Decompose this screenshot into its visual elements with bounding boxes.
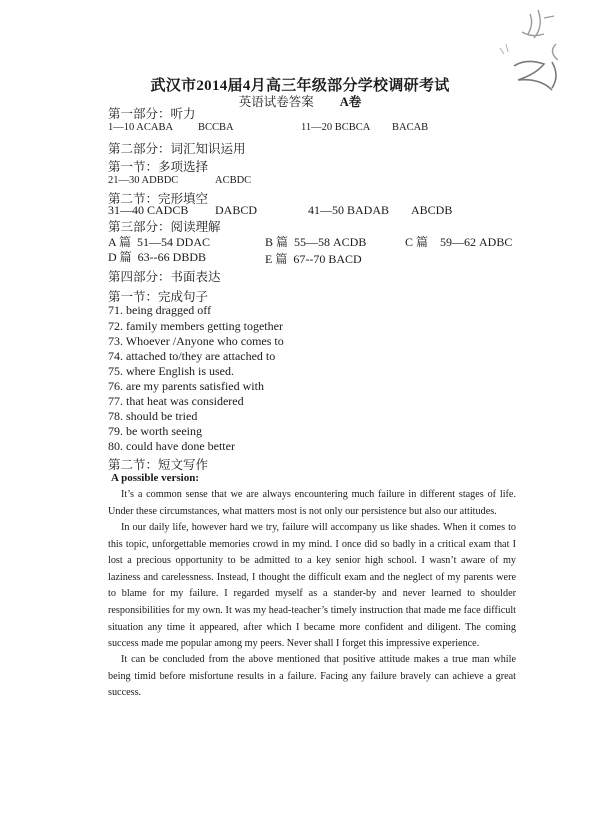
part2-section2-answers-b2: ABCDB — [411, 203, 453, 217]
essay-paragraph-2: In our daily life, however hard we try, failure will accompany us like shades. When it comes to this topic, unforgettable memories crowd in my mind. I once did so badly in a critical exam that I lost a precious opportunity to be admitted to a key senior high school. I wasn’t aware of my laziness and carelessness. Instead, I thought the difficult exam and the neglect of my parents were to blame for my failure. I regarded myself as a stander-by and never learned to shoulder responsibilities for my own. It was my head-teacher’s timely instruction that made me face difficult situation any time it appeared, after which I became more confident and diligent. The coming success made me popular among my peers. Never shall I forget this impressive experience. — [108, 522, 516, 650]
sentence-answer: 80. could have done better — [108, 439, 235, 453]
passage-b — [265, 233, 366, 250]
paper-version: A卷 — [339, 95, 362, 109]
essay-paragraph-1: It’s a common sense that we are always encountering much failure in different stages of life. Under these circumstances, what matters most is not only our persistence but also our attitudes. — [108, 489, 516, 517]
part1-answers-b2: BACAB — [392, 122, 429, 133]
part4-section2-heading: 第二节：短文写作 — [108, 458, 209, 472]
part4-section1-heading: 第一节：完成句子 — [108, 290, 209, 304]
part2-section2-heading: 第二节：完形填空 — [108, 192, 209, 206]
part2-section2-answers-a2: DABCD — [215, 203, 258, 217]
sentence-answer: 71. being dragged off — [108, 303, 212, 317]
passage-answer: 51—54 DDAC — [137, 235, 211, 249]
part2-section2-answers-b: 41—50 BADAB — [308, 203, 390, 217]
passage-answer: 55—58 ACDB — [294, 235, 367, 249]
part1-answers-b: 11—20 BCBCA — [301, 122, 371, 133]
part2-heading: 第二部分：词汇知识运用 — [108, 142, 246, 156]
part1-heading: 第一部分：听力 — [108, 107, 196, 121]
passage-answer: 59—62 ADBC — [440, 235, 513, 249]
sentence-answer: 72. family members getting together — [108, 319, 283, 333]
part2-section1-answers: 21—30 ADBDC — [108, 175, 179, 186]
sentence-answer: 79. be worth seeing — [108, 424, 202, 438]
passage-label: E 篇 — [265, 252, 288, 266]
passage-label: B 篇 — [265, 235, 289, 249]
part2-section2-answers-a: 31—40 CADCB — [108, 203, 189, 217]
page-subtitle — [0, 92, 600, 110]
passage-label: D 篇 — [108, 250, 132, 264]
subtitle-text: 英语试卷答案 — [238, 95, 314, 109]
passage-answer: 63--66 DBDB — [137, 250, 207, 264]
part4-heading: 第四部分：书面表达 — [108, 270, 221, 284]
sentence-answer: 74. attached to/they are attached to — [108, 349, 276, 363]
essay-label: A possible version: — [111, 472, 200, 484]
part3-heading: 第三部分：阅读理解 — [108, 220, 221, 234]
passage-e — [265, 250, 362, 267]
passage-answer: 67--70 BACD — [293, 252, 362, 266]
part2-section1-heading: 第一节：多项选择 — [108, 160, 209, 174]
passage-label: C 篇 — [405, 235, 429, 249]
sentence-answer: 76. are my parents satisfied with — [108, 379, 264, 393]
sentence-answer: 75. where English is used. — [108, 364, 234, 378]
passage-d — [108, 248, 206, 265]
part2-section1-answers2: ACBDC — [215, 175, 252, 186]
page-title: 武汉市2014届4月高三年级部分学校调研考试 — [150, 78, 450, 94]
sentence-answer: 73. Whoever /Anyone who comes to — [108, 334, 284, 348]
part1-answers-a2: BCCBA — [198, 122, 234, 133]
sentence-answer: 78. should be tried — [108, 409, 198, 423]
passage-c — [405, 233, 512, 250]
passage-label: A 篇 — [108, 235, 132, 249]
essay-paragraph-3: It can be concluded from the above mentioned that positive attitude makes a true man while being timid before misfortune results in a failure. Facing any failure bravely can achieve a great success. — [108, 654, 516, 699]
sentence-answer: 77. that heat was considered — [108, 394, 244, 408]
part1-answers-a: 1—10 ACABA — [108, 122, 174, 133]
